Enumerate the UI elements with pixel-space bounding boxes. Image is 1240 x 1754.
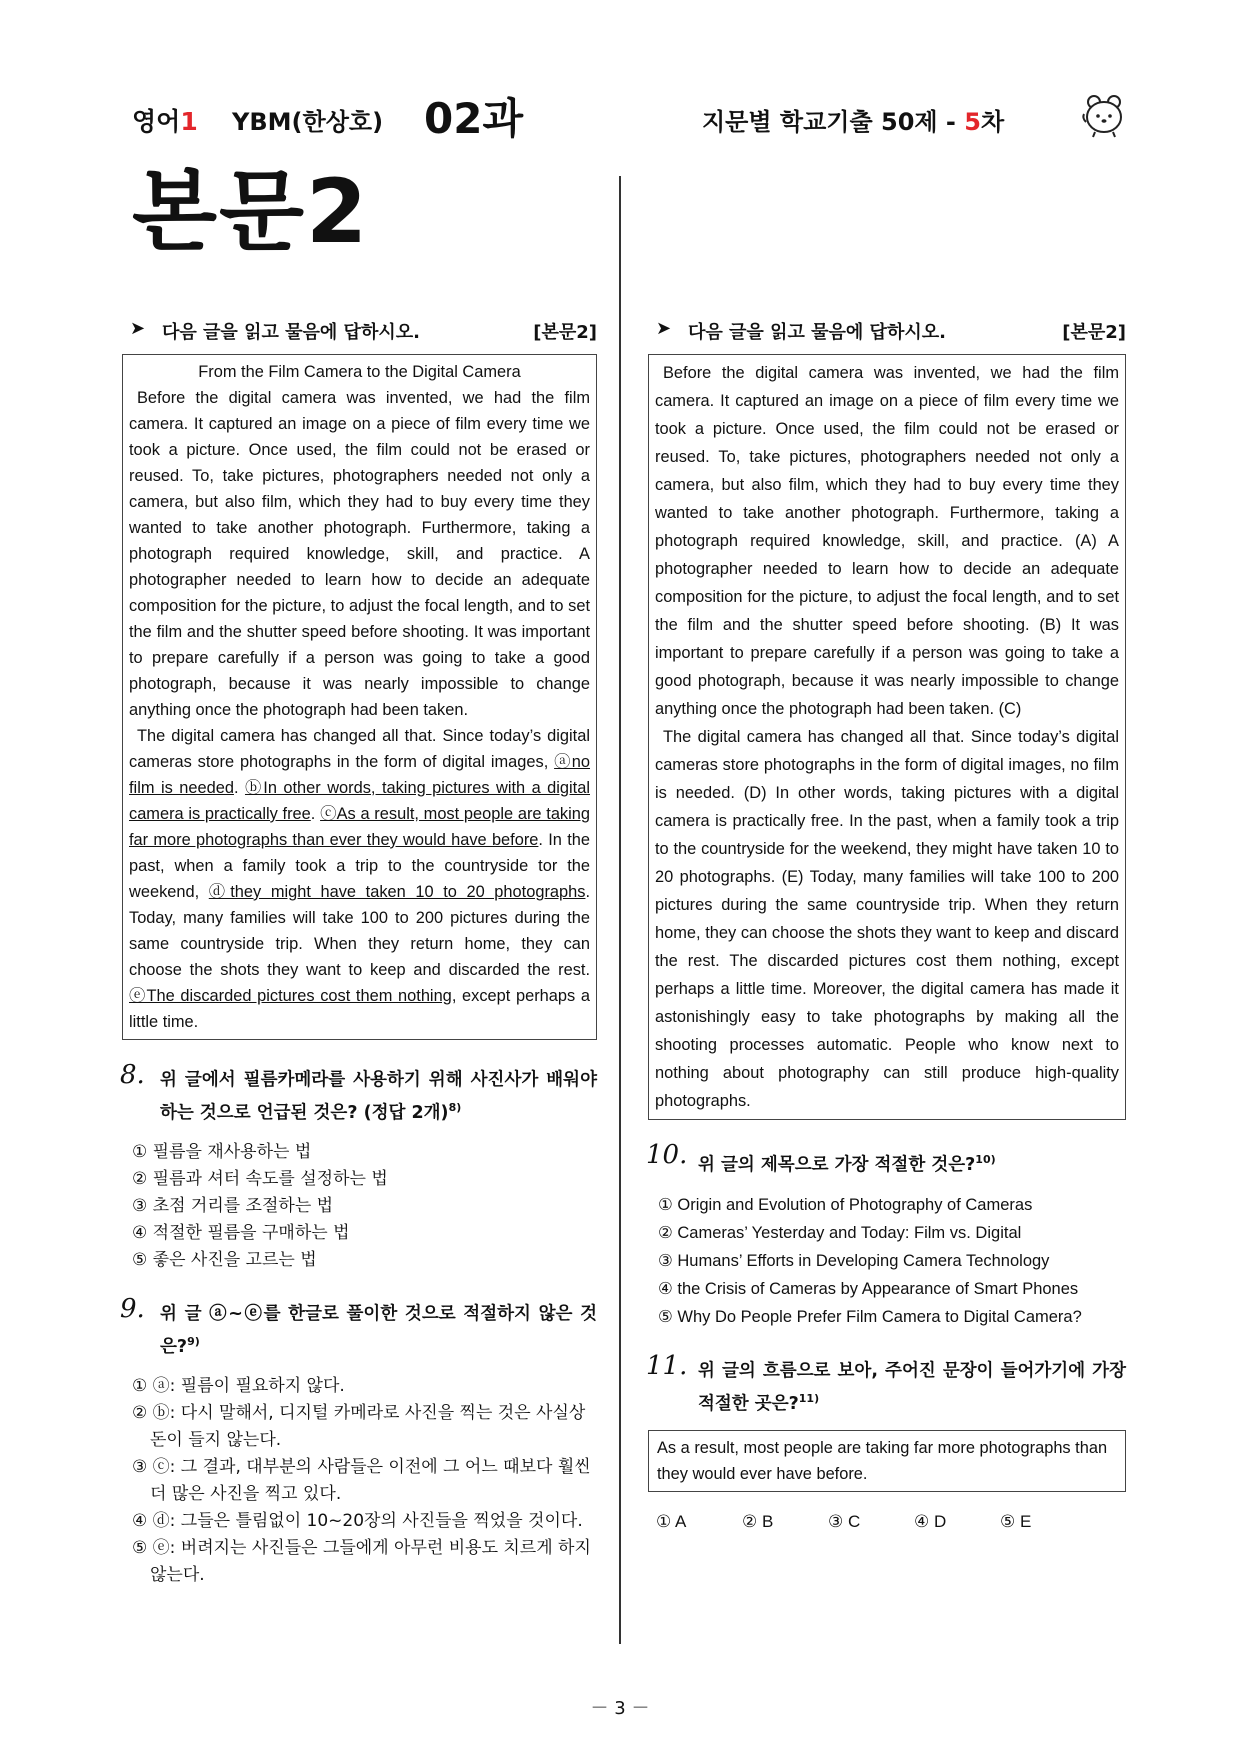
- option[interactable]: ② 필름과 셔터 속도를 설정하는 법: [132, 1168, 388, 1189]
- choice[interactable]: ③ C: [828, 1511, 861, 1531]
- option[interactable]: ④ 적절한 필름을 구매하는 법: [132, 1222, 350, 1243]
- passage-paragraph-1: Before the digital camera was invented, we had the film camera. It captured an image on a piece of film every time we took a picture. Once used, the film could not be erased or reused. To, take pictures, photographers needed not only a camera, but also film, which they had to buy every time they wanted to take another photograph. Furthermore, taking a photograph required knowledge, skill, and practice. (A) A photographer needed to learn how to decide an adequate composition for the picture, to adjust the focal length, and to set the film and the shutter speed before shooting. (B) It was important to prepare carefully if a person was going to take a good photograph, because it was nearly impossible to change anything once the photograph had been taken. (C): [655, 364, 1119, 718]
- passage-paragraph-2: The digital camera has changed all that. Since today’s digital cameras store photographs in the form of digital images, ⓐno film is needed. ⓑIn other words, taking pictures with a digital camera is practically free. ⓒAs a result, most people are taking far more photographs than ever they would have before. In the past, when a family took a trip to the countryside tor the weekend, ⓓthey might have taken 10 to 20 photographs. Today, many families will take 100 to 200 pictures during the same countryside trip. When they return home, they can choose the shots they want to keep and discarded the rest. ⓔThe discarded pictures cost them nothing, except perhaps a little time.: [129, 727, 591, 1031]
- publisher-label: YBM(한상호): [232, 108, 384, 136]
- option[interactable]: ① 필름을 재사용하는 법: [132, 1141, 312, 1162]
- options-list: [648, 1191, 1126, 1331]
- page-number: － 3 －: [590, 1698, 650, 1719]
- option[interactable]: ⑤ ⓔ: 버려지는 사진들은 그들에게 아무런 비용도 치르게 하지 않는다.: [132, 1537, 591, 1585]
- question-11: 11. 위 글의 흐름으로 보아, 주어진 문장이 들어가기에 가장 적절한 곳은?$^{11)}$ As a result, most people are taking far more photographs than they would ever have before. ① A ② B ③ C ④ D ⑤ E: [646, 1350, 1126, 1531]
- question-10: 10. 위 글의 제목으로 가장 적절한 것은?$^{10)}$ ① Origin and Evolution of Photography of Cameras ② Cameras’ Yesterday and Today: Film vs. Digital ③ Humans’ Efforts in Developing Camera Technology ④ the Crisis of Cameras by Appearance of Smart Phones ⑤ Why Do People Prefer Film Camera to Digital Camera?: [648, 1146, 1126, 1331]
- instruction: ➤ 다음 글을 읽고 물음에 답하시오. [본문2]: [130, 318, 597, 343]
- arrow-icon: ➤: [656, 318, 672, 339]
- options-list: [122, 1373, 597, 1589]
- option[interactable]: ① Origin and Evolution of Photography of Cameras: [658, 1195, 1033, 1214]
- right-column: [648, 318, 1126, 1532]
- passage-title: From the Film Camera to the Digital Camera: [198, 363, 521, 381]
- option[interactable]: ② Cameras’ Yesterday and Today: Film vs. Digital: [658, 1223, 1022, 1242]
- reading-passage: [122, 354, 597, 1040]
- page-header: [132, 92, 1122, 142]
- bear-mascot-icon: [1080, 92, 1128, 138]
- choice[interactable]: ④ D: [914, 1511, 947, 1531]
- underlined-a: ⓐno film is needed: [129, 753, 590, 797]
- choice[interactable]: ② B: [742, 1511, 774, 1531]
- options-list: [122, 1139, 597, 1274]
- option[interactable]: ⑤ 좋은 사진을 고르는 법: [132, 1249, 317, 1270]
- instruction: ➤ 다음 글을 읽고 물음에 답하시오. [본문2]: [656, 318, 1126, 343]
- option[interactable]: ② ⓑ: 다시 말해서, 디지털 카메라로 사진을 찍는 것은 사실상 돈이 들지 않는다.: [132, 1402, 586, 1450]
- passage-paragraph-2: The digital camera has changed all that. Since today’s digital cameras store photographs in the form of digital images, no film is needed. (D) In other words, taking pictures with a digital camera is practically free. In the past, when a family took a trip to the countryside for the weekend, they might have taken 10 to 20 photographs. (E) Today, many families will take 100 to 200 pictures during the same countryside trip. When they return home, they can choose the shots they want to keep and discard the rest. The discarded pictures cost them nothing, except perhaps a little time. Moreover, the digital camera has made it astonishingly easy to take photographs by making all the shooting processes automatic. People who know next to nothing about photography can still produce high-quality photographs.: [655, 728, 1119, 1110]
- option[interactable]: ③ Humans’ Efforts in Developing Camera Technology: [658, 1251, 1050, 1270]
- series-label: 지문별 학교기출 50제 - 5차: [702, 108, 1005, 136]
- arrow-icon: ➤: [130, 318, 146, 339]
- option[interactable]: ③ 초점 거리를 조절하는 법: [132, 1195, 334, 1216]
- choices-row: [648, 1512, 1126, 1532]
- choice[interactable]: ⑤ E: [1000, 1511, 1032, 1531]
- underlined-d: ⓓthey might have taken 10 to 20 photographs: [208, 883, 586, 901]
- subject-label: 영어1: [132, 107, 198, 136]
- reading-passage: [648, 354, 1126, 1120]
- option[interactable]: ③ ⓒ: 그 결과, 대부분의 사람들은 이전에 그 어느 때보다 훨씬 더 많은 사진을 찍고 있다.: [132, 1456, 591, 1504]
- lesson-label: 02과: [424, 94, 524, 143]
- option[interactable]: ① ⓐ: 필름이 필요하지 않다.: [132, 1375, 345, 1396]
- choice[interactable]: ① A: [656, 1511, 687, 1531]
- option[interactable]: ⑤ Why Do People Prefer Film Camera to Digital Camera?: [658, 1307, 1082, 1326]
- option[interactable]: ④ the Crisis of Cameras by Appearance of Smart Phones: [658, 1279, 1079, 1298]
- passage-paragraph-1: Before the digital camera was invented, we had the film camera. It captured an image on a piece of film every time we took a picture. Once used, the film could not be erased or reused. To, take pictures, photographers needed not only a camera, but also film, which they had to buy every time they wanted to take another photograph. Furthermore, taking a photograph required knowledge, skill, and practice. A photographer needed to learn how to decide an adequate composition for the picture, to adjust the focal length, and to set the film and the shutter speed before shooting. It was important to prepare carefully if a person was going to take a good photograph, because it was nearly impossible to change anything once the photograph had been taken.: [129, 389, 590, 719]
- underlined-e: ⓔThe discarded pictures cost them nothing: [129, 987, 452, 1005]
- underlined-b: ⓑIn other words, taking pictures with a digital camera is practically free: [129, 779, 590, 823]
- option[interactable]: ④ ⓓ: 그들은 틀림없이 10~20장의 사진들을 찍었을 것이다.: [132, 1510, 583, 1531]
- question-8: 8. 위 글에서 필름카메라를 사용하기 위해 사진사가 배워야 하는 것으로 언급된 것은? (정답 2개)$^{8)}$ ① 필름을 재사용하는 법 ② 필름과 셔터 속도를 설정하는 법 ③ 초점 거리를 조절하는 법 ④ 적절한 필름을 구매하는 법 ⑤ 좋은 사진을 고르는 법: [122, 1066, 597, 1274]
- left-column: [122, 318, 597, 1589]
- underlined-c: ⓒAs a result, most people are taking far more photographs than ever they would have before: [129, 805, 591, 849]
- page-title: 본문2: [132, 160, 370, 263]
- column-divider: [619, 176, 621, 1644]
- given-sentence: As a result, most people are taking far more photographs than they would ever have before.: [648, 1430, 1126, 1492]
- question-9: 9. 위 글 ⓐ~ⓔ를 한글로 풀이한 것으로 적절하지 않은 것은?$^{9)}$ ① ⓐ: 필름이 필요하지 않다. ② ⓑ: 다시 말해서, 디지털 카메라로 사진을 찍는 것은 사실상 돈이 들지 않는다. ③ ⓒ: 그 결과, 대부분의 사람들은 이전에 그 어느 때보다 훨씬 더 많은 사진을 찍고 있다. ④ ⓓ: 그들은 틀림없이 10~20장의 사진들을 찍었을 것이다. ⑤ ⓔ: 버려지는 사진들은 그들에게 아무런 비용도 치르게 하지 않는다.: [122, 1300, 597, 1589]
